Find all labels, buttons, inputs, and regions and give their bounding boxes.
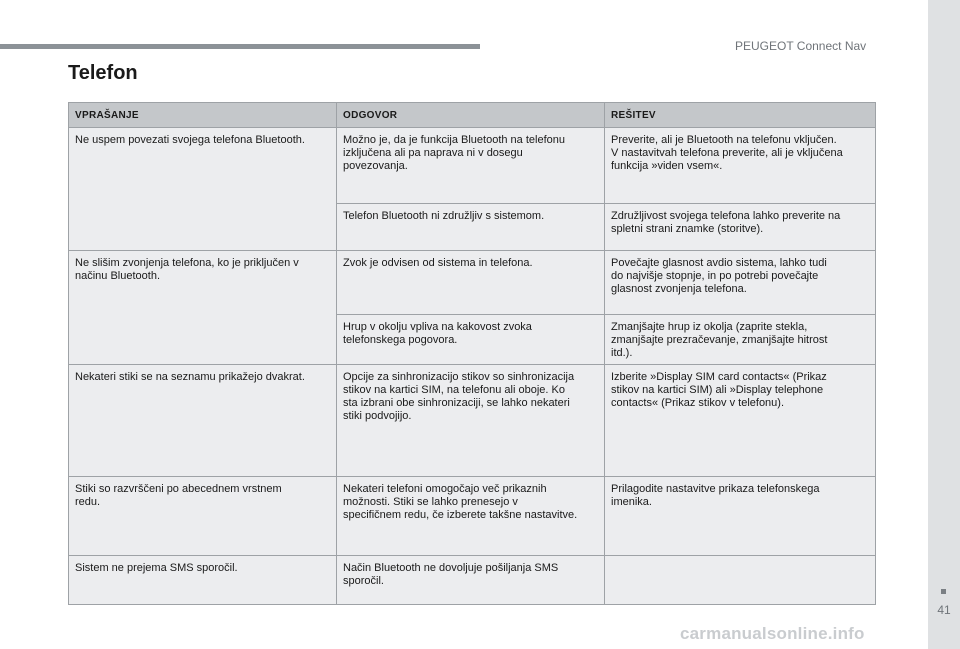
question-cell: Ne uspem povezati svojega telefona Bluetooth.	[69, 128, 337, 251]
answer-cell: Zvok je odvisen od sistema in telefona.	[337, 251, 605, 315]
solution-cell: Preverite, ali je Bluetooth na telefonu vključen. V nastavitvah telefona preverite, ali je vključena funkcija »viden vsem«.	[605, 128, 876, 204]
answer-cell: Hrup v okolju vpliva na kakovost zvoka telefonskega pogovora.	[337, 315, 605, 365]
answer-cell: Možno je, da je funkcija Bluetooth na telefonu izključena ali pa naprava ni v dosegu povezovanja.	[337, 128, 605, 204]
solution-cell: Izberite »Display SIM card contacts« (Prikaz stikov na kartici SIM) ali »Display telephone contacts« (Prikaz stikov v telefonu).	[605, 365, 876, 477]
page-marker	[941, 589, 946, 594]
top-rule	[0, 44, 480, 49]
faq-table	[68, 102, 876, 605]
answer-cell: Telefon Bluetooth ni združljiv s sistemom.	[337, 204, 605, 251]
answer-cell: Način Bluetooth ne dovoljuje pošiljanja SMS sporočil.	[337, 556, 605, 605]
solution-cell: Povečajte glasnost avdio sistema, lahko tudi do najvišje stopnje, in po potrebi povečajte glasnost zvonjenja telefona.	[605, 251, 876, 315]
answer-cell: Nekateri telefoni omogočajo več prikaznih možnosti. Stiki se lahko prenesejo v specifičnem redu, če izberete takšne nastavitve.	[337, 477, 605, 556]
page-sidebar	[928, 0, 960, 649]
table-row	[69, 556, 876, 605]
product-title: PEUGEOT Connect Nav	[735, 39, 867, 53]
table-row	[69, 251, 876, 315]
solution-cell: Združljivost svojega telefona lahko preverite na spletni strani znamke (storitve).	[605, 204, 876, 251]
column-header-question: VPRAŠANJE	[69, 103, 337, 128]
question-cell: Nekateri stiki se na seznamu prikažejo dvakrat.	[69, 365, 337, 477]
question-cell: Ne slišim zvonjenja telefona, ko je priključen v načinu Bluetooth.	[69, 251, 337, 365]
table-row	[69, 477, 876, 556]
solution-cell	[605, 556, 876, 605]
page-number: 41	[937, 603, 951, 617]
table-row	[69, 365, 876, 477]
solution-cell: Zmanjšajte hrup iz okolja (zaprite stekla, zmanjšajte prezračevanje, zmanjšajte hitrost itd.).	[605, 315, 876, 365]
section-title: Telefon	[68, 62, 138, 84]
question-cell: Sistem ne prejema SMS sporočil.	[69, 556, 337, 605]
table-header-row	[69, 103, 876, 128]
table-row	[69, 128, 876, 204]
solution-cell: Prilagodite nastavitve prikaza telefonskega imenika.	[605, 477, 876, 556]
column-header-solution: REŠITEV	[605, 103, 876, 128]
question-cell: Stiki so razvrščeni po abecednem vrstnem redu.	[69, 477, 337, 556]
answer-cell: Opcije za sinhronizacijo stikov so sinhronizacija stikov na kartici SIM, na telefonu ali oboje. Ko sta izbrani obe sinhronizaciji, se lahko nekateri stiki podvojijo.	[337, 365, 605, 477]
watermark: carmanualsonline.info	[680, 624, 865, 643]
column-header-answer: ODGOVOR	[337, 103, 605, 128]
